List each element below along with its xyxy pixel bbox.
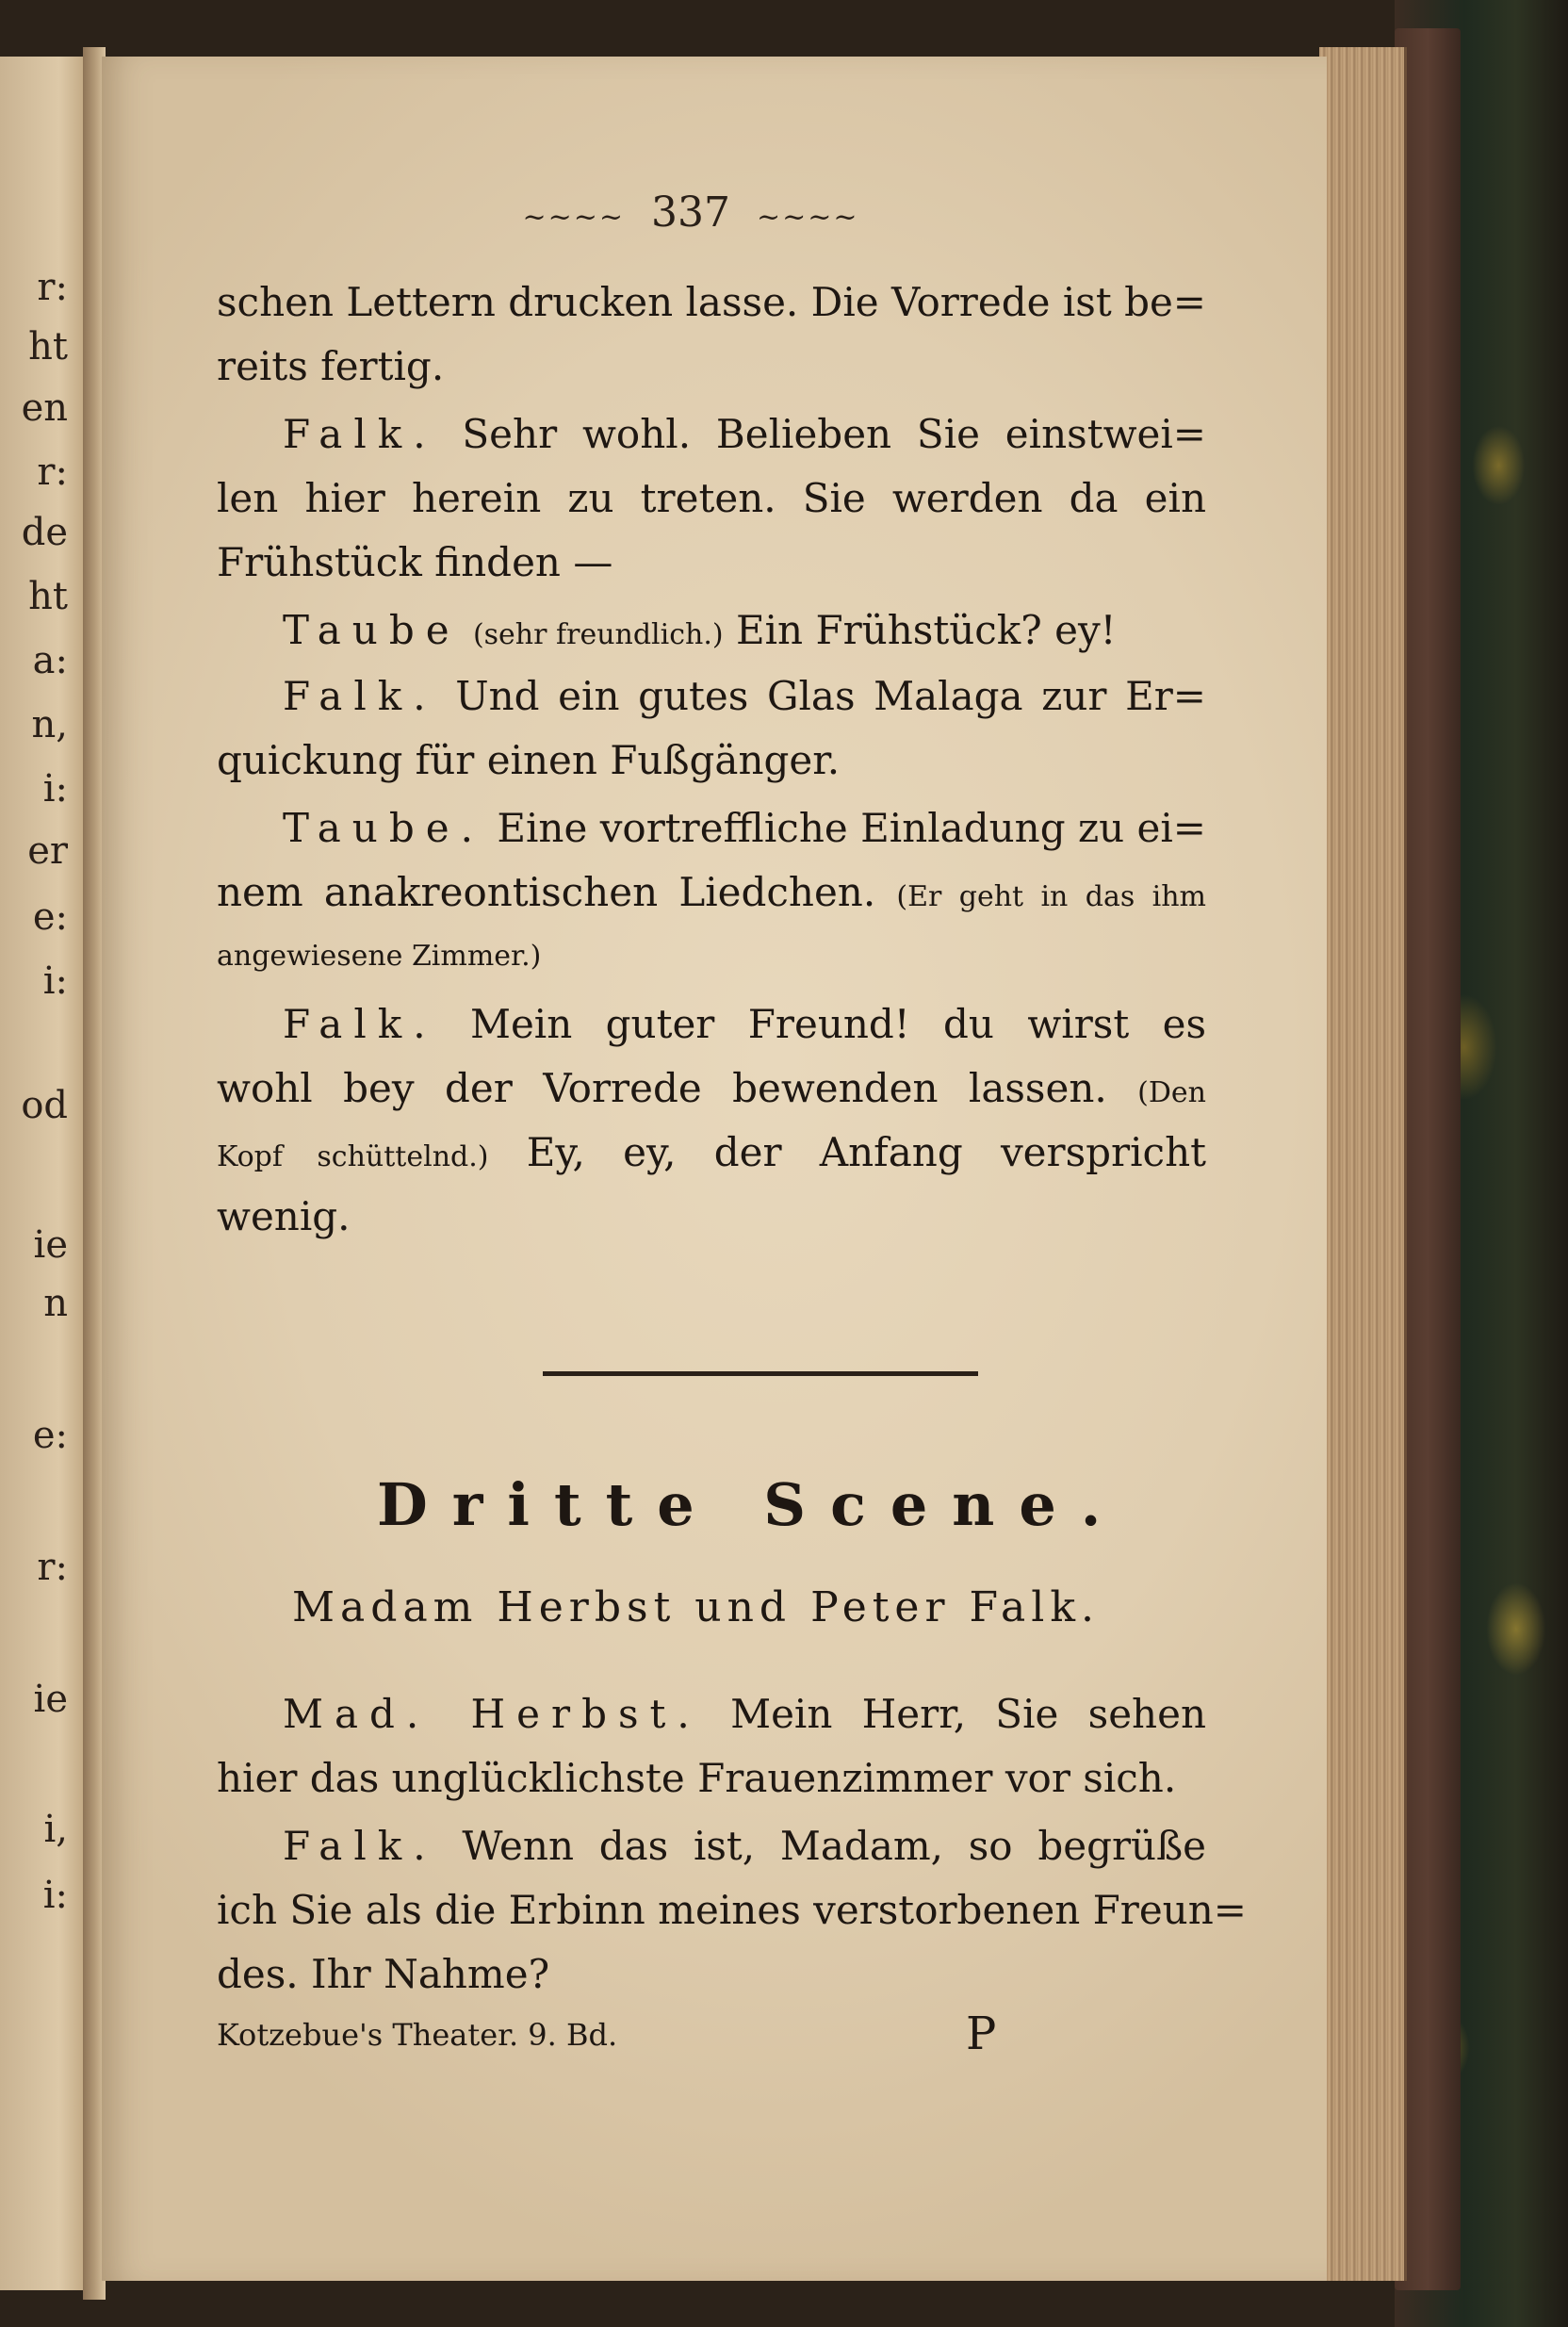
left-fragment: i:: [42, 1874, 68, 1917]
left-fragment: de: [21, 511, 68, 554]
stage-direction: (Den: [1137, 1076, 1206, 1109]
speech: nem anakreontischen Liedchen.: [217, 869, 876, 915]
left-fragment: ht: [28, 575, 68, 618]
dialogue-line: [217, 997, 1206, 1052]
speaker: Falk.: [283, 673, 437, 719]
text-line: quickung für einen Fußgänger.: [217, 737, 841, 783]
left-page-fragment: [0, 57, 85, 2290]
ornament-left: ~~~~: [522, 201, 626, 234]
text-line: reits fertig.: [217, 343, 445, 389]
speech: Ey, ey, der Anfang verspricht: [526, 1129, 1207, 1175]
text-line: des. Ihr Nahme?: [217, 1951, 550, 1997]
left-fragment: ie: [33, 1678, 68, 1721]
text-line: hier das unglücklichste Frauenzimmer vor sich.: [217, 1755, 1177, 1801]
text-line: wenig.: [217, 1193, 351, 1239]
speaker: Falk.: [283, 411, 437, 457]
text-line: Frühstück finden —: [217, 539, 613, 585]
text-line: schen Lettern drucken lasse. Die Vorrede ist be=: [217, 279, 1206, 325]
left-fragment: r:: [37, 451, 68, 494]
speech: wohl bey der Vorrede bewenden lassen.: [217, 1065, 1107, 1111]
signature-mark: P: [966, 2007, 997, 2060]
dialogue-line: [217, 801, 1206, 856]
dialogue-line: [217, 1687, 1206, 1742]
dialogue-line: [217, 1819, 1206, 1874]
speaker: Taube: [283, 607, 461, 653]
left-fragment: en: [21, 386, 68, 430]
text-line: [217, 1125, 1206, 1185]
page-footer: [217, 2007, 1206, 2060]
ornament-right: ~~~~: [756, 201, 859, 234]
left-fragment: e:: [32, 895, 68, 939]
left-fragment: n: [43, 1282, 68, 1325]
speech: Mein Herr, Sie sehen: [730, 1691, 1207, 1737]
text-line: [217, 865, 1206, 925]
left-fragment: ht: [28, 325, 68, 369]
left-fragment: i,: [43, 1808, 68, 1851]
speech: Ein Frühstück? ey!: [735, 607, 1117, 653]
speech: Und ein gutes Glas Malaga zur Er=: [455, 673, 1206, 719]
page-block-edges: [1319, 47, 1407, 2281]
dialogue-line: [217, 407, 1206, 462]
running-head: [521, 188, 860, 237]
text-line: len hier herein zu treten. Sie werden da ein: [217, 475, 1206, 521]
left-fragment: er: [27, 829, 68, 873]
stage-direction: (Er geht in das ihm: [896, 880, 1206, 913]
scene-persons: Madam Herbst und Peter Falk.: [292, 1583, 1100, 1631]
book-page: [102, 57, 1327, 2281]
stage-direction-line: angewiesene Zimmer.): [217, 940, 542, 973]
speech: Wenn das ist, Madam, so begrüße: [462, 1823, 1206, 1869]
left-fragment: e:: [32, 1414, 68, 1457]
speech: Sehr wohl. Belieben Sie einstwei=: [462, 411, 1206, 457]
text-line: ich Sie als die Erbinn meines verstorbenen Freun=: [217, 1887, 1247, 1933]
scene-title: Dritte Scene.: [377, 1470, 1126, 1539]
left-fragment: i:: [42, 767, 68, 811]
speaker: Falk.: [283, 1001, 437, 1047]
speaker: Mad. Herbst.: [283, 1691, 701, 1737]
text-line: [217, 1061, 1206, 1121]
left-fragment: a:: [32, 639, 68, 682]
stage-direction: Kopf schüttelnd.): [217, 1140, 489, 1173]
dialogue-line: [217, 603, 1206, 663]
stage-direction: (sehr freundlich.): [472, 618, 724, 651]
left-fragment: r:: [37, 1546, 68, 1589]
left-fragment: ie: [33, 1223, 68, 1267]
speaker: Taube.: [283, 805, 484, 851]
left-fragment: i:: [42, 959, 68, 1003]
speaker: Falk.: [283, 1823, 437, 1869]
left-fragment: od: [21, 1084, 68, 1127]
speech: Eine vortreffliche Einladung zu ei=: [497, 805, 1207, 851]
dialogue-line: [217, 669, 1206, 724]
footer-title: Kotzebue's Theater. 9. Bd.: [217, 2017, 618, 2053]
left-fragment: n,: [31, 703, 68, 746]
scene-divider: [543, 1371, 978, 1376]
speech: Mein guter Freund! du wirst es: [469, 1001, 1206, 1047]
left-fragment: r:: [37, 266, 68, 309]
page-number: 337: [651, 188, 730, 237]
